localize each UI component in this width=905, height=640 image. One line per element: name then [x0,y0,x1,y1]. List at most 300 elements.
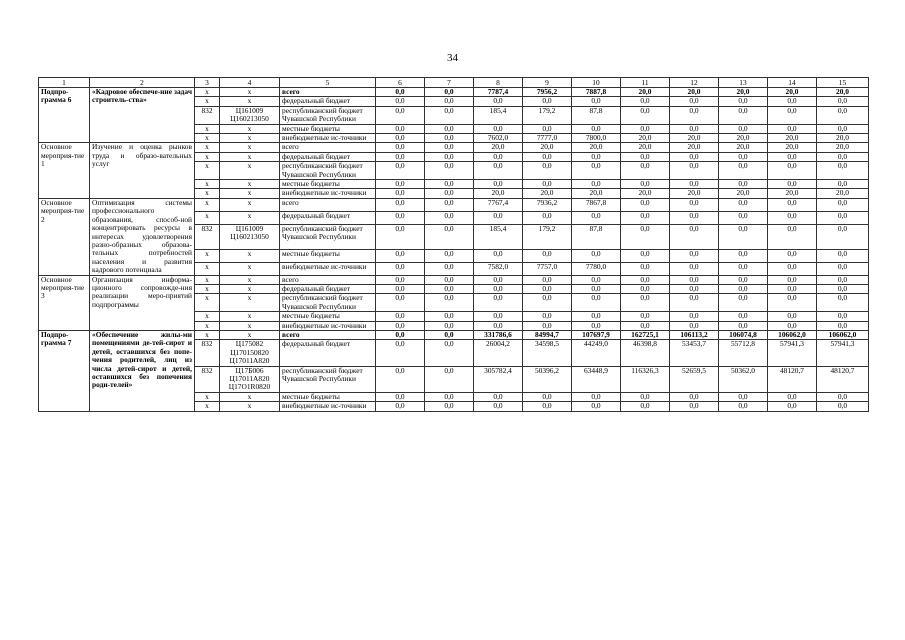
amount-cell: 0,0 [621,106,670,124]
budget-code-cell: х [220,262,280,275]
budget-code-cell: х [220,249,280,262]
amount-cell: 0,0 [670,294,719,312]
amount-cell: 7787,4 [474,88,523,97]
amount-cell: 0,0 [523,402,572,411]
amount-cell: 0,0 [768,321,817,330]
amount-cell: 20,0 [719,134,768,143]
header-cell: 4 [220,78,280,88]
budget-table [38,77,869,412]
amount-cell: 20,0 [621,143,670,152]
amount-cell: 0,0 [474,294,523,312]
budget-code-cell: х [220,124,280,133]
amount-cell: 0,0 [621,198,670,211]
admin-code-cell: х [195,392,220,401]
amount-cell: 0,0 [817,198,869,211]
amount-cell: 0,0 [572,392,621,401]
budget-code-cell: х [220,321,280,330]
amount-cell: 0,0 [621,211,670,224]
amount-cell: 0,0 [817,162,869,180]
amount-cell: 179,2 [523,106,572,124]
amount-cell: 0,0 [621,275,670,284]
header-cell: 6 [376,78,425,88]
amount-cell: 0,0 [719,180,768,189]
amount-cell: 0,0 [474,321,523,330]
amount-cell: 0,0 [817,249,869,262]
header-row [39,78,869,88]
funding-source-cell: местные бюджеты [280,124,376,133]
amount-cell: 0,0 [474,97,523,106]
amount-cell: 0,0 [474,312,523,321]
amount-cell: 116326,3 [621,366,670,392]
amount-cell: 0,0 [817,392,869,401]
amount-cell: 0,0 [768,180,817,189]
amount-cell: 0,0 [670,312,719,321]
amount-cell: 0,0 [376,88,425,97]
amount-cell: 0,0 [817,321,869,330]
admin-code-cell: 832 [195,366,220,392]
amount-cell: 20,0 [719,88,768,97]
budget-code-cell: х [220,180,280,189]
funding-source-cell: местные бюджеты [280,312,376,321]
amount-cell: 0,0 [719,294,768,312]
amount-cell: 0,0 [768,211,817,224]
amount-cell: 0,0 [376,366,425,392]
amount-cell: 0,0 [670,275,719,284]
table-row [39,275,869,284]
amount-cell: 57941,3 [768,340,817,366]
amount-cell: 0,0 [425,402,474,411]
amount-cell: 0,0 [817,312,869,321]
amount-cell: 20,0 [719,189,768,198]
amount-cell: 55712,8 [719,340,768,366]
amount-cell: 0,0 [768,262,817,275]
amount-cell: 0,0 [376,312,425,321]
amount-cell: 0,0 [425,321,474,330]
program-name-cell: «Кадровое обеспече-ние задач строитель-ства» [90,88,195,143]
funding-source-cell: федеральный бюджет [280,97,376,106]
amount-cell: 20,0 [719,143,768,152]
budget-code-cell: х [220,88,280,97]
amount-cell: 0,0 [425,198,474,211]
budget-code-cell: х [220,97,280,106]
amount-cell: 0,0 [621,284,670,293]
budget-code-cell: х [220,211,280,224]
amount-cell: 20,0 [817,189,869,198]
amount-cell: 0,0 [425,249,474,262]
amount-cell: 0,0 [523,321,572,330]
amount-cell: 0,0 [572,124,621,133]
amount-cell: 0,0 [425,392,474,401]
amount-cell: 7887,8 [572,88,621,97]
amount-cell: 0,0 [376,134,425,143]
admin-code-cell: х [195,284,220,293]
amount-cell: 0,0 [817,262,869,275]
table-row [39,330,869,339]
amount-cell: 26004,2 [474,340,523,366]
amount-cell: 44249,0 [572,340,621,366]
header-cell: 13 [719,78,768,88]
amount-cell: 0,0 [474,392,523,401]
amount-cell: 0,0 [768,275,817,284]
amount-cell: 0,0 [376,330,425,339]
amount-cell: 20,0 [768,143,817,152]
funding-source-cell: республиканский бюджет Чувашской Республики [280,366,376,392]
header-cell: 15 [817,78,869,88]
amount-cell: 0,0 [621,294,670,312]
header-cell: 10 [572,78,621,88]
amount-cell: 0,0 [670,152,719,161]
admin-code-cell: х [195,312,220,321]
amount-cell: 305782,4 [474,366,523,392]
program-title-cell: Подпро-грамма 6 [39,88,90,143]
header-cell: 11 [621,78,670,88]
amount-cell: 20,0 [670,88,719,97]
amount-cell: 0,0 [719,152,768,161]
amount-cell: 0,0 [425,262,474,275]
amount-cell: 0,0 [670,106,719,124]
budget-code-cell: Ц175082 Ц170150820 Ц17011А820 [220,340,280,366]
amount-cell: 0,0 [425,294,474,312]
amount-cell: 87,8 [572,224,621,249]
amount-cell: 0,0 [425,162,474,180]
amount-cell: 0,0 [817,275,869,284]
amount-cell: 53453,7 [670,340,719,366]
amount-cell: 0,0 [523,124,572,133]
amount-cell: 0,0 [425,284,474,293]
amount-cell: 20,0 [670,143,719,152]
amount-cell: 0,0 [621,97,670,106]
admin-code-cell: х [195,180,220,189]
program-title-cell: Основное мероприя-тие 3 [39,275,90,330]
amount-cell: 20,0 [768,189,817,198]
amount-cell: 0,0 [817,284,869,293]
amount-cell: 0,0 [572,312,621,321]
amount-cell: 20,0 [474,143,523,152]
amount-cell: 0,0 [376,249,425,262]
admin-code-cell: х [195,262,220,275]
amount-cell: 106062,0 [768,330,817,339]
amount-cell: 0,0 [376,152,425,161]
program-name-cell: Оптимизация системы профессионального образования, способ-ной концентрировать ресурсы в интересах удовлетворения разно-образных образова-тельных потребностей населения и развития кадрового потенциала [90,198,195,275]
budget-code-cell: Ц17Б006 Ц17011А820 Ц17О1R0820 [220,366,280,392]
budget-code-cell: х [220,330,280,339]
amount-cell: 0,0 [376,180,425,189]
amount-cell: 0,0 [768,152,817,161]
funding-source-cell: местные бюджеты [280,249,376,262]
funding-source-cell: внебюджетные ис-точники [280,402,376,411]
amount-cell: 0,0 [425,366,474,392]
amount-cell: 0,0 [425,180,474,189]
amount-cell: 50396,2 [523,366,572,392]
amount-cell: 20,0 [621,134,670,143]
amount-cell: 0,0 [768,162,817,180]
amount-cell: 0,0 [425,211,474,224]
amount-cell: 0,0 [768,294,817,312]
amount-cell: 20,0 [817,134,869,143]
amount-cell: 0,0 [523,211,572,224]
amount-cell: 0,0 [376,224,425,249]
amount-cell: 20,0 [621,88,670,97]
amount-cell: 331786,6 [474,330,523,339]
admin-code-cell: 832 [195,340,220,366]
funding-source-cell: республиканский бюджет Чувашской Республики [280,294,376,312]
amount-cell: 0,0 [817,294,869,312]
amount-cell: 0,0 [621,312,670,321]
amount-cell: 0,0 [425,124,474,133]
header-cell: 12 [670,78,719,88]
funding-source-cell: внебюджетные ис-точники [280,321,376,330]
admin-code-cell: х [195,402,220,411]
funding-source-cell: всего [280,143,376,152]
amount-cell: 0,0 [572,211,621,224]
amount-cell: 0,0 [621,224,670,249]
amount-cell: 0,0 [474,284,523,293]
amount-cell: 0,0 [376,106,425,124]
amount-cell: 0,0 [670,224,719,249]
amount-cell: 20,0 [523,143,572,152]
funding-source-cell: всего [280,198,376,211]
amount-cell: 0,0 [817,224,869,249]
amount-cell: 179,2 [523,224,572,249]
amount-cell: 0,0 [572,275,621,284]
amount-cell: 0,0 [474,162,523,180]
amount-cell: 0,0 [425,340,474,366]
amount-cell: 0,0 [572,162,621,180]
amount-cell: 84994,7 [523,330,572,339]
admin-code-cell: х [195,162,220,180]
amount-cell: 0,0 [817,402,869,411]
amount-cell: 7800,0 [572,134,621,143]
amount-cell: 34598,5 [523,340,572,366]
amount-cell: 0,0 [719,198,768,211]
header-cell: 7 [425,78,474,88]
header-cell: 5 [280,78,376,88]
amount-cell: 0,0 [376,198,425,211]
amount-cell: 7767,4 [474,198,523,211]
amount-cell: 0,0 [670,124,719,133]
amount-cell: 0,0 [376,284,425,293]
amount-cell: 0,0 [621,392,670,401]
amount-cell: 0,0 [670,162,719,180]
table-row [39,143,869,152]
admin-code-cell: х [195,143,220,152]
amount-cell: 20,0 [621,189,670,198]
amount-cell: 0,0 [670,211,719,224]
amount-cell: 0,0 [425,189,474,198]
amount-cell: 87,8 [572,106,621,124]
budget-code-cell: х [220,189,280,198]
amount-cell: 0,0 [376,143,425,152]
amount-cell: 46398,8 [621,340,670,366]
amount-cell: 7956,2 [523,88,572,97]
amount-cell: 20,0 [817,88,869,97]
admin-code-cell: х [195,198,220,211]
amount-cell: 50362,0 [719,366,768,392]
amount-cell: 0,0 [670,249,719,262]
budget-code-cell: х [220,162,280,180]
amount-cell: 0,0 [670,321,719,330]
admin-code-cell: х [195,211,220,224]
amount-cell: 0,0 [817,106,869,124]
amount-cell: 185,4 [474,224,523,249]
amount-cell: 20,0 [670,134,719,143]
budget-code-cell: х [220,143,280,152]
amount-cell: 0,0 [817,97,869,106]
amount-cell: 20,0 [670,189,719,198]
budget-code-cell: х [220,312,280,321]
amount-cell: 0,0 [719,284,768,293]
amount-cell: 0,0 [572,321,621,330]
amount-cell: 0,0 [376,97,425,106]
amount-cell: 0,0 [768,312,817,321]
table-row [39,88,869,97]
funding-source-cell: республиканский бюджет Чувашской Республики [280,106,376,124]
amount-cell: 0,0 [523,97,572,106]
amount-cell: 0,0 [523,312,572,321]
amount-cell: 57941,3 [817,340,869,366]
funding-source-cell: внебюджетные ис-точники [280,262,376,275]
amount-cell: 0,0 [719,312,768,321]
amount-cell: 7777,0 [523,134,572,143]
admin-code-cell: х [195,275,220,284]
amount-cell: 0,0 [719,392,768,401]
amount-cell: 0,0 [474,402,523,411]
amount-cell: 0,0 [425,134,474,143]
amount-cell: 0,0 [572,152,621,161]
amount-cell: 0,0 [523,275,572,284]
amount-cell: 0,0 [572,180,621,189]
budget-code-cell: Ц161009 Ц160213050 [220,106,280,124]
amount-cell: 0,0 [572,249,621,262]
amount-cell: 0,0 [523,392,572,401]
amount-cell: 20,0 [572,189,621,198]
header-cell: 14 [768,78,817,88]
funding-source-cell: республиканский бюджет Чувашской Республики [280,224,376,249]
amount-cell: 0,0 [523,294,572,312]
admin-code-cell: х [195,134,220,143]
budget-code-cell: х [220,284,280,293]
program-title-cell: Основное мероприя-тие 2 [39,198,90,275]
amount-cell: 0,0 [621,124,670,133]
amount-cell: 0,0 [719,106,768,124]
amount-cell: 185,4 [474,106,523,124]
amount-cell: 0,0 [719,275,768,284]
amount-cell: 20,0 [817,143,869,152]
budget-code-cell: х [220,134,280,143]
amount-cell: 0,0 [523,180,572,189]
amount-cell: 7582,0 [474,262,523,275]
amount-cell: 0,0 [425,330,474,339]
budget-code-cell: х [220,152,280,161]
amount-cell: 20,0 [572,143,621,152]
amount-cell: 0,0 [572,294,621,312]
amount-cell: 0,0 [376,162,425,180]
amount-cell: 63448,9 [572,366,621,392]
page-number: 34 [447,52,458,64]
funding-source-cell: местные бюджеты [280,180,376,189]
funding-source-cell: внебюджетные ис-точники [280,134,376,143]
amount-cell: 106062,0 [817,330,869,339]
header-cell: 9 [523,78,572,88]
amount-cell: 0,0 [376,402,425,411]
amount-cell: 0,0 [670,97,719,106]
amount-cell: 0,0 [376,211,425,224]
admin-code-cell: х [195,294,220,312]
admin-code-cell: х [195,124,220,133]
header-cell: 1 [39,78,90,88]
amount-cell: 0,0 [474,211,523,224]
amount-cell: 0,0 [621,249,670,262]
amount-cell: 0,0 [474,152,523,161]
amount-cell: 48120,7 [817,366,869,392]
amount-cell: 0,0 [768,224,817,249]
amount-cell: 48120,7 [768,366,817,392]
amount-cell: 20,0 [768,88,817,97]
amount-cell: 0,0 [425,88,474,97]
amount-cell: 0,0 [768,198,817,211]
amount-cell: 0,0 [376,294,425,312]
amount-cell: 0,0 [474,124,523,133]
funding-source-cell: федеральный бюджет [280,284,376,293]
amount-cell: 0,0 [572,402,621,411]
admin-code-cell: х [195,97,220,106]
amount-cell: 0,0 [817,124,869,133]
amount-cell: 0,0 [376,124,425,133]
amount-cell: 0,0 [425,106,474,124]
admin-code-cell: х [195,189,220,198]
funding-source-cell: внебюджетные ис-точники [280,189,376,198]
amount-cell: 0,0 [621,321,670,330]
header-cell: 3 [195,78,220,88]
program-name-cell: Организация информа-ционного сопровожде-ния реализации меро-приятий подпрограммы [90,275,195,330]
amount-cell: 20,0 [523,189,572,198]
amount-cell: 0,0 [670,402,719,411]
amount-cell: 0,0 [670,284,719,293]
amount-cell: 0,0 [621,152,670,161]
amount-cell: 0,0 [523,162,572,180]
funding-source-cell: федеральный бюджет [280,340,376,366]
amount-cell: 0,0 [572,284,621,293]
header-cell: 2 [90,78,195,88]
amount-cell: 0,0 [768,249,817,262]
amount-cell: 107697,9 [572,330,621,339]
amount-cell: 0,0 [474,249,523,262]
budget-code-cell: х [220,275,280,284]
amount-cell: 0,0 [523,152,572,161]
amount-cell: 0,0 [621,162,670,180]
program-name-cell: Изучение и оценка рынков труда и образо-вательных услуг [90,143,195,198]
amount-cell: 7602,0 [474,134,523,143]
amount-cell: 0,0 [425,312,474,321]
amount-cell: 20,0 [474,189,523,198]
amount-cell: 0,0 [523,249,572,262]
budget-code-cell: Ц161009 Ц160213050 [220,224,280,249]
amount-cell: 0,0 [719,224,768,249]
budget-code-cell: х [220,294,280,312]
budget-code-cell: х [220,402,280,411]
amount-cell: 0,0 [523,284,572,293]
amount-cell: 162725,1 [621,330,670,339]
amount-cell: 106074,8 [719,330,768,339]
amount-cell: 52659,5 [670,366,719,392]
amount-cell: 7757,0 [523,262,572,275]
amount-cell: 106113,2 [670,330,719,339]
funding-source-cell: федеральный бюджет [280,211,376,224]
admin-code-cell: х [195,321,220,330]
amount-cell: 0,0 [719,262,768,275]
amount-cell: 0,0 [474,180,523,189]
amount-cell: 0,0 [474,275,523,284]
